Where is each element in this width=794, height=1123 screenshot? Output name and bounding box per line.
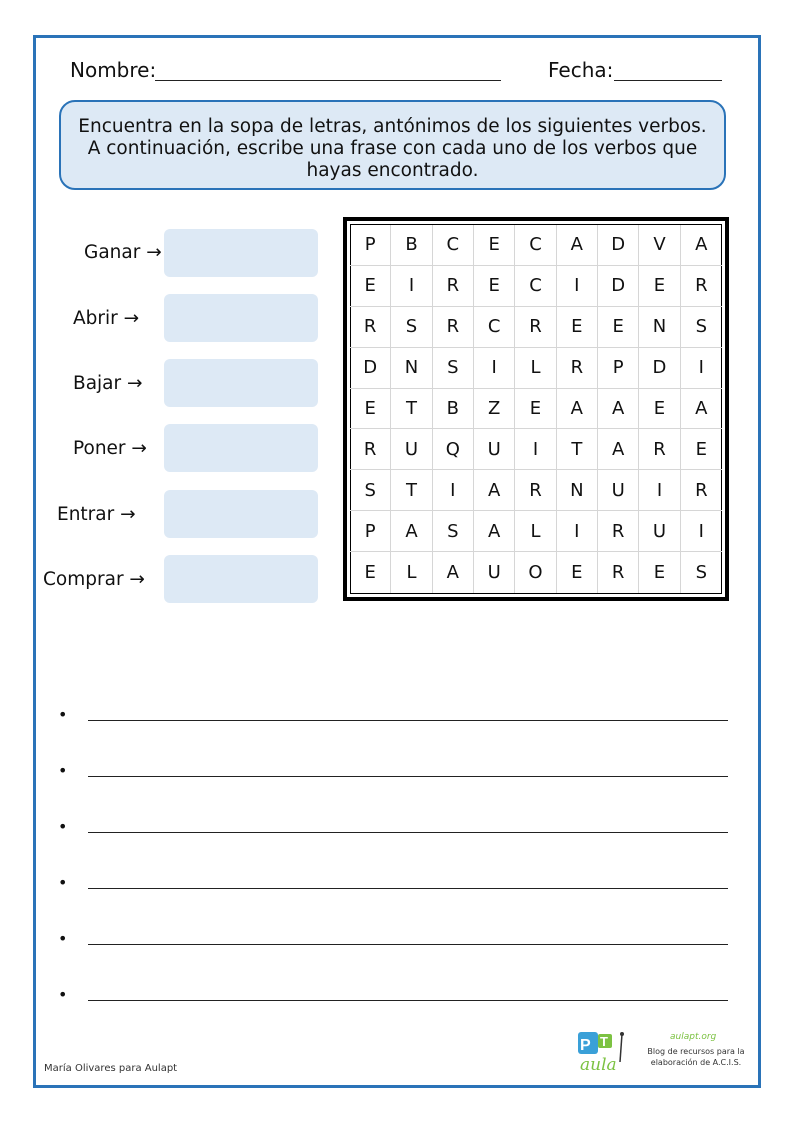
name-label: Nombre: [70, 58, 157, 82]
letter-cell[interactable]: E [639, 389, 680, 430]
letter-cell[interactable]: Q [433, 429, 474, 470]
letter-cell[interactable]: E [515, 389, 556, 430]
letter-cell[interactable]: S [350, 470, 391, 511]
sentence-bullet: • [58, 705, 68, 724]
svg-text:P: P [580, 1037, 591, 1054]
letter-cell[interactable]: V [639, 225, 680, 266]
letter-cell[interactable]: R [681, 266, 722, 307]
sentence-line[interactable] [88, 944, 728, 945]
letter-cell[interactable]: R [598, 552, 639, 593]
svg-text:aula: aula [580, 1055, 617, 1074]
letter-cell[interactable]: S [695, 562, 708, 584]
verb-label-bajar: Bajar → [73, 373, 143, 394]
letter-cell[interactable]: E [350, 266, 391, 307]
letter-cell[interactable]: E [639, 266, 680, 307]
letter-cell[interactable]: R [433, 307, 474, 348]
instructions-box [59, 100, 726, 190]
letter-cell[interactable]: E [598, 307, 639, 348]
letter-cell[interactable]: R [598, 511, 639, 552]
answer-box-poner[interactable] [164, 424, 318, 472]
letter-cell[interactable]: E [557, 552, 598, 593]
verb-label-comprar: Comprar → [43, 569, 145, 590]
letter-cell[interactable]: A [474, 470, 515, 511]
letter-cell[interactable]: B [433, 389, 474, 430]
letter-cell[interactable]: T [391, 470, 432, 511]
letter-cell[interactable]: D [350, 348, 391, 389]
letter-cell[interactable]: S [391, 307, 432, 348]
letter-cell[interactable]: R [639, 429, 680, 470]
sentence-line[interactable] [88, 888, 728, 889]
letter-cell[interactable]: A [598, 429, 639, 470]
letter-cell[interactable]: A [474, 511, 515, 552]
aulapt-logo [576, 1028, 632, 1074]
verb-label-poner: Poner → [73, 438, 147, 459]
letter-cell[interactable]: I [681, 348, 722, 389]
letter-cell[interactable]: N [639, 307, 680, 348]
letter-cell[interactable]: U [598, 470, 639, 511]
instruction-line: A continuación, escribe una frase con cada uno de los verbos que [87, 138, 698, 159]
letter-cell[interactable]: E [474, 225, 515, 266]
sentence-bullet: • [58, 985, 68, 1004]
letter-cell[interactable]: E [681, 429, 722, 470]
letter-cell[interactable]: R [681, 470, 722, 511]
letter-cell[interactable]: O [515, 552, 556, 593]
letter-cell[interactable]: R [350, 429, 391, 470]
answer-box-ganar[interactable] [164, 229, 318, 277]
author-credit: María Olivares para Aulapt [44, 1063, 178, 1074]
letter-cell[interactable]: I [515, 429, 556, 470]
instruction-line: Encuentra en la sopa de letras, antónimos de los siguientes verbos. [78, 116, 707, 137]
instruction-line: hayas encontrado. [306, 160, 479, 181]
letter-cell[interactable]: P [350, 511, 391, 552]
letter-cell[interactable]: C [474, 307, 515, 348]
letter-cell[interactable]: Z [474, 389, 515, 430]
letter-cell[interactable]: E [639, 552, 680, 593]
verb-label-ganar: Ganar → [84, 242, 162, 263]
letter-cell[interactable]: U [639, 511, 680, 552]
sentence-bullet: • [58, 761, 68, 780]
letter-cell[interactable]: C [515, 266, 556, 307]
letter-cell[interactable]: E [474, 266, 515, 307]
date-field[interactable] [614, 80, 722, 81]
answer-box-comprar[interactable] [164, 555, 318, 603]
letter-cell[interactable]: R [433, 266, 474, 307]
letter-cell[interactable]: D [598, 266, 639, 307]
letter-cell[interactable]: A [681, 225, 722, 266]
letter-cell[interactable]: R [557, 348, 598, 389]
word-search-grid [350, 225, 722, 593]
letter-cell[interactable]: E [557, 307, 598, 348]
letter-cell[interactable]: N [557, 470, 598, 511]
answer-box-bajar[interactable] [164, 359, 318, 407]
sentence-line[interactable] [88, 720, 728, 721]
name-field[interactable] [155, 80, 501, 81]
letter-cell[interactable]: I [474, 348, 515, 389]
letter-cell[interactable]: A [557, 389, 598, 430]
sentence-bullet: • [58, 873, 68, 892]
letter-cell[interactable]: L [391, 552, 432, 593]
letter-cell[interactable]: P [350, 225, 391, 266]
answer-box-entrar[interactable] [164, 490, 318, 538]
verb-label-abrir: Abrir → [73, 308, 140, 329]
site-tagline: Blog de recursos para la elaboración de A.C.I.S. [647, 1047, 745, 1067]
letter-cell[interactable]: R [350, 307, 391, 348]
letter-cell[interactable]: T [557, 429, 598, 470]
letter-cell[interactable]: I [391, 266, 432, 307]
letter-cell[interactable]: A [433, 552, 474, 593]
letter-cell[interactable]: T [391, 389, 432, 430]
letter-cell[interactable]: U [474, 429, 515, 470]
sentence-bullet: • [58, 817, 68, 836]
letter-cell[interactable]: S [681, 307, 722, 348]
letter-cell[interactable]: A [598, 389, 639, 430]
letter-cell[interactable]: R [515, 307, 556, 348]
letter-cell[interactable]: E [350, 552, 391, 593]
letter-cell[interactable]: U [474, 552, 515, 593]
letter-cell[interactable]: L [515, 511, 556, 552]
letter-cell[interactable]: D [598, 225, 639, 266]
sentence-line[interactable] [88, 776, 728, 777]
svg-text:T: T [600, 1034, 608, 1049]
letter-cell[interactable]: R [515, 470, 556, 511]
letter-cell[interactable]: A [681, 389, 722, 430]
letter-cell[interactable]: S [433, 511, 474, 552]
letter-cell[interactable]: I [433, 470, 474, 511]
sentence-line[interactable] [88, 1000, 728, 1001]
sentence-line[interactable] [88, 832, 728, 833]
letter-cell[interactable]: D [639, 348, 680, 389]
sentence-bullet: • [58, 929, 68, 948]
letter-cell[interactable]: I [681, 511, 722, 552]
letter-cell[interactable]: A [557, 225, 598, 266]
verb-label-entrar: Entrar → [57, 504, 136, 525]
letter-cell[interactable]: S [433, 348, 474, 389]
letter-cell[interactable]: N [391, 348, 432, 389]
letter-cell[interactable]: L [515, 348, 556, 389]
letter-cell[interactable]: E [350, 389, 391, 430]
letter-cell[interactable]: U [391, 429, 432, 470]
letter-cell[interactable]: B [391, 225, 432, 266]
letter-cell[interactable]: P [598, 348, 639, 389]
date-label: Fecha: [548, 58, 614, 82]
letter-cell[interactable]: I [557, 511, 598, 552]
letter-cell[interactable]: I [557, 266, 598, 307]
site-url: aulapt.org [670, 1032, 717, 1042]
letter-cell[interactable]: I [639, 470, 680, 511]
answer-box-abrir[interactable] [164, 294, 318, 342]
letter-cell[interactable]: C [515, 225, 556, 266]
letter-cell[interactable]: A [391, 511, 432, 552]
letter-cell[interactable]: C [433, 225, 474, 266]
